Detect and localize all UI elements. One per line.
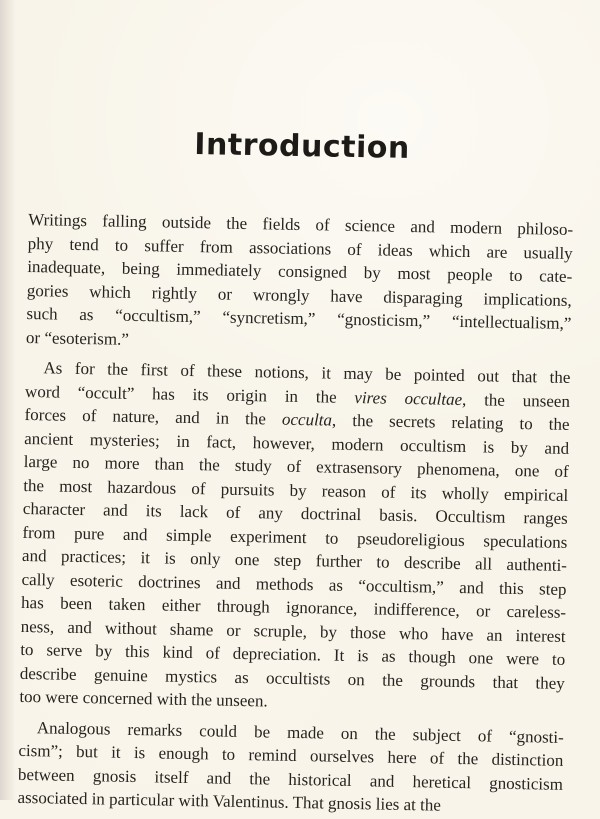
body-text: too were concerned with the unseen. [19,686,268,711]
body-text: character and its lack of any doctrinal basis. Occultism ranges [22,498,568,528]
paragraph [26,208,573,359]
body-text: such as “occultism,” “syncretism,” “gnosticism,” “intellectualism,” [26,303,572,333]
italic-text: vires occultae [354,387,463,409]
body-text: inadequate, being immediately consigned by most people to cate- [27,256,573,286]
body-text: gories which rightly or wrongly have disparaging implications, [26,280,572,310]
body-text: , the secrets relating to the [331,410,570,434]
page-gutter-shadow [0,0,16,800]
body-text: describe genuine mystics as occultists on the grounds that they [19,663,565,693]
body-text: ness, and without shame or scruple, by those who have an interest [20,616,566,646]
body-text: cism”; but it is enough to remind ourselves here of the distinction [18,740,564,770]
body-text: phy tend to suffer from associations of ideas which are usually [27,233,573,263]
body-text: the most hazardous of pursuits by reason of its wholly empirical [23,475,569,505]
body-text: Writings falling outside the fields of science and modern philoso- [28,209,574,239]
text-block [17,208,573,819]
body-text: between gnosis itself and the historical and heretical gnosticism [17,764,564,794]
body-text: from pure and simple experiment to pseudoreligious speculations [22,522,568,552]
paragraph [19,356,570,718]
body-text: or “esoterism.” [25,327,130,349]
body-text: ancient mysteries; in fact, however, modern occultism is by and [23,428,570,458]
body-text: associated in particular with Valentinus. That gnosis lies at the [17,787,442,815]
body-text: , the unseen [461,389,571,411]
body-text: large no more than the study of extrasensory phenomena, one of [23,451,569,481]
italic-text: occulta [281,409,333,430]
body-text: cally esoteric doctrines and methods as “occultism,” and this step [21,569,567,599]
body-text: and practices; it is only one step further to describe all authenti- [21,545,568,575]
body-text: Analogous remarks could be made on the subject of “gnosti- [36,717,564,747]
body-text: forces of nature, and in the [24,404,283,429]
body-text: As for the first of these notions, it may be pointed out that the [43,358,571,387]
page-heading: Introduction [194,127,411,166]
body-text: word “occult” has its origin in the [24,381,355,407]
body-text: has been taken either through ignorance, indifference, or careless- [20,592,567,622]
body-text: to serve by this kind of depreciation. It is as though one were to [20,639,566,669]
paragraph [17,715,564,819]
page-content [17,120,575,819]
